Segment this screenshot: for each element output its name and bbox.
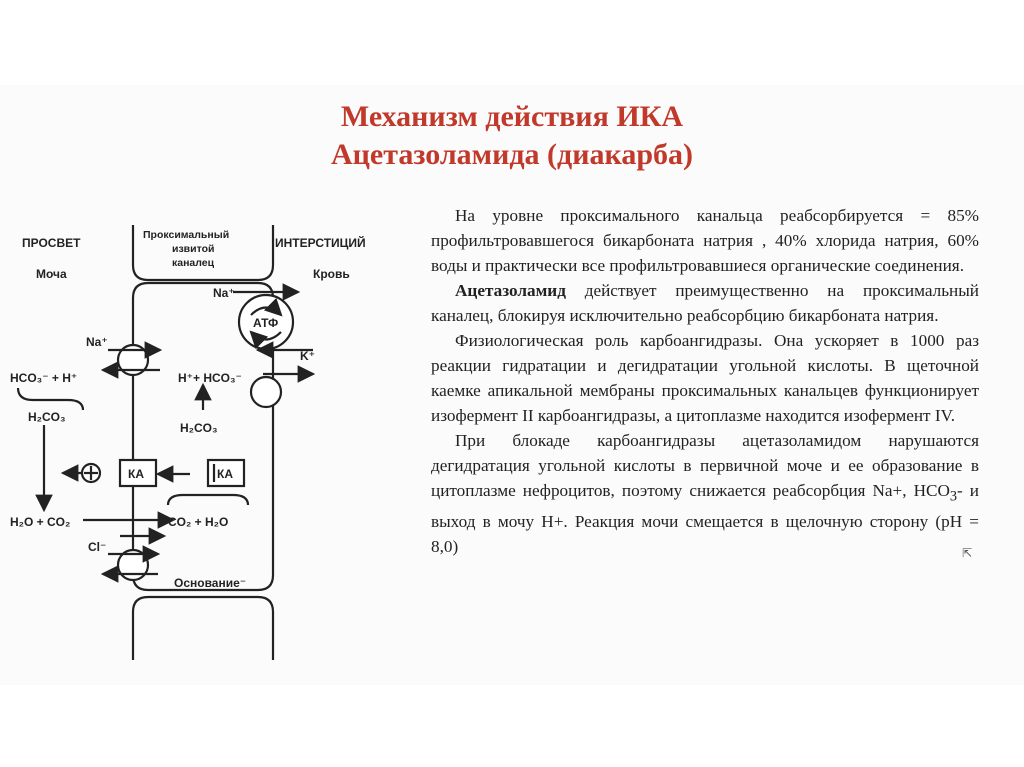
brace-right-bottom [168, 495, 248, 505]
tubule-label-2: извитой [172, 243, 215, 255]
paragraph-blockade [431, 428, 979, 559]
tubule-label-3: каналец [172, 257, 215, 269]
co2-h2o-label: CO₂ + H₂O [168, 515, 229, 529]
h-hco3-cell-label: H⁺+ HCO₃⁻ [178, 371, 242, 385]
slide-title [0, 98, 1024, 174]
blockade-subscript: 3 [949, 488, 958, 505]
base-label: Основание⁻ [174, 576, 247, 590]
atp-label: АТФ [253, 316, 279, 330]
na-top-label: Na⁺ [213, 286, 235, 300]
basolateral-cotransporter [251, 377, 281, 407]
brace-left-top [18, 388, 83, 410]
interstitium-sub: Кровь [313, 267, 350, 281]
h2co3-left-label: H₂CO₃ [28, 410, 66, 424]
hco3-h-label: HCO₃⁻ + H⁺ [10, 371, 78, 385]
ka-right-label: КА [217, 467, 233, 481]
interstitium-label: ИНТЕРСТИЦИЙ [275, 236, 366, 250]
na-left-label: Na⁺ [86, 335, 108, 349]
acetazolamide-description: действует преимущественно на проксимальный каналец, блокируя исключительно реабсорбцию бикарбоната натрия. [431, 281, 979, 325]
k-label: K⁺ [300, 349, 315, 363]
blockade-text-a: При блокаде карбоангидразы ацетазоламидом нарушаются дегидратация угольной кислоты в первичной моче и ее образование в цитоплазме нефроцитов, поэтому снижается реабсорбция Na+, HCO [431, 431, 979, 500]
lumen-label: ПРОСВЕТ [22, 236, 81, 250]
h2co3-cell-label: H₂CO₃ [180, 421, 218, 435]
paragraph-carbonic-anhydrase: Физиологическая роль карбоангидразы. Она ускоряет в 1000 раз реакции гидратации и дегидратации угольной кислоты. В щеточной каемке апикальной мембраны проксимальных канальцев функционирует изофермент II карбоангидразы, а цитоплазме находится изофермент IV. [431, 331, 979, 425]
title-line-2: Ацетазоламида (диакарба) [330, 138, 694, 171]
acetazolamide-term: Ацетазоламид [455, 281, 566, 300]
slide-body-text [431, 203, 979, 559]
blockade-text-b: - и выход в мочу H+. Реакция мочи смещается в щелочную сторону (pH = 8,0) [431, 481, 979, 557]
mouse-cursor-icon: ⇱ [962, 546, 973, 560]
h2o-co2-label: H₂O + CO₂ [10, 515, 71, 529]
ka-left-label: КА [128, 467, 144, 481]
lumen-sub: Моча [36, 267, 67, 281]
paragraph-reabsorption: На уровне проксимального канальца реабсорбируется = 85% профильтровавшегося бикарбоната натрия , 40% хлорида натрия, 60% воды и практически все профильтровавшиеся органические соединения. [431, 206, 979, 275]
mechanism-diagram [8, 220, 413, 660]
lower-cell-outline [133, 597, 273, 660]
paragraph-acetazolamide [431, 278, 979, 328]
tubule-label-1: Проксимальный [143, 229, 230, 241]
title-line-1: Механизм действия ИКА [340, 100, 684, 133]
cl-label: Cl⁻ [88, 540, 107, 554]
